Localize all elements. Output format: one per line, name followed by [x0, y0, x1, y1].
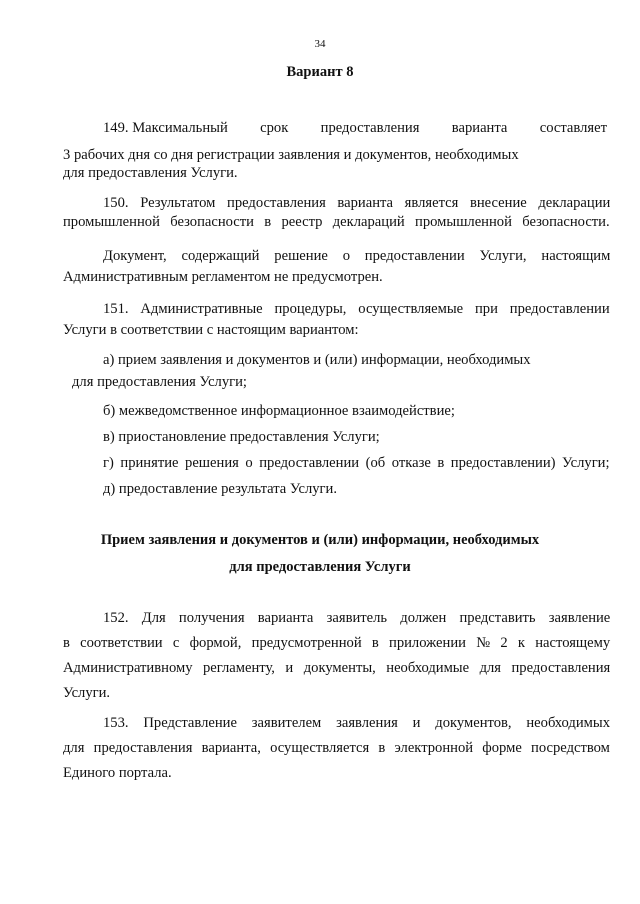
paragraph-152-line-1: 152. Для получения варианта заявитель должен представить заявление: [103, 610, 611, 626]
variant-title: Вариант 8: [286, 64, 354, 80]
paragraph-153-line-3: Единого портала.: [63, 765, 172, 781]
word: варианта: [451, 120, 508, 136]
paragraph-151-line-1: 151. Административные процедуры, осуществляемые при предоставлении: [103, 301, 610, 317]
paragraph-149-line-1: [103, 118, 607, 138]
paragraph-152-line-4: Услуги.: [63, 685, 111, 701]
paragraph-document-line-1: Документ, содержащий решение о предоставлении Услуги, настоящим: [103, 248, 611, 264]
list-item-v: в) приостановление предоставления Услуги;: [103, 429, 380, 445]
paragraph-153-line-1: 153. Представление заявителем заявления и документов, необходимых: [103, 715, 610, 731]
paragraph-149-line-3: для предоставления Услуги.: [63, 165, 238, 181]
list-item-b: б) межведомственное информационное взаимодействие;: [103, 403, 455, 419]
word: срок: [260, 120, 289, 136]
paragraph-149-line-2: 3 рабочих дня со дня регистрации заявления и документов, необходимых: [63, 147, 519, 163]
paragraph-152-line-2: в соответствии с формой, предусмотренной в приложении № 2 к настоящему: [63, 635, 611, 651]
paragraph-150-line-1: 150. Результатом предоставления варианта является внесение декларации: [103, 195, 611, 211]
list-item-a-line-2: для предоставления Услуги;: [72, 374, 247, 390]
list-item-d: д) предоставление результата Услуги.: [103, 481, 337, 497]
paragraph-151-line-2: Услуги в соответствии с настоящим вариантом:: [63, 322, 359, 338]
paragraph-document-line-2: Административным регламентом не предусмотрен.: [63, 269, 383, 285]
word: предоставления: [320, 120, 420, 136]
paragraph-153-line-2: для предоставления варианта, осуществляется в электронной форме посредством: [63, 740, 610, 756]
paragraph-150-line-2: промышленной безопасности в реестр деклараций промышленной безопасности.: [63, 214, 610, 230]
word: составляет: [539, 120, 607, 136]
list-item-g: г) принятие решения о предоставлении (об отказе в предоставлении) Услуги;: [103, 455, 610, 471]
list-item-a-line-1: а) прием заявления и документов и (или) информации, необходимых: [103, 352, 531, 368]
page-number: 34: [314, 38, 326, 50]
paragraph-152-line-3: Административному регламенту, и документы, необходимые для предоставления: [63, 660, 611, 676]
section-heading-line-2: для предоставления Услуги: [229, 559, 411, 575]
section-heading-line-1: Прием заявления и документов и (или) информации, необходимых: [100, 532, 540, 548]
word: 149. Максимальный: [103, 120, 228, 136]
